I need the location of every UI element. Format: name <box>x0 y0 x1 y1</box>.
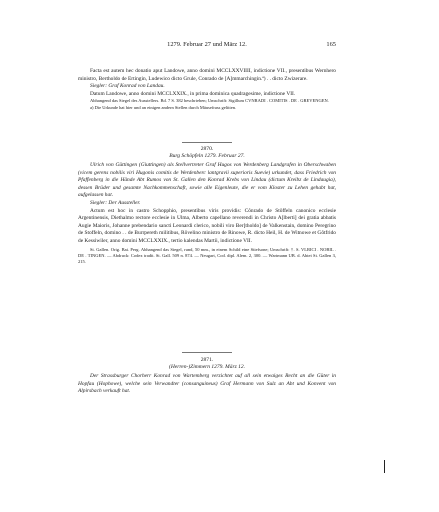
document-heading: (Herren-)Zimmern 1279. März 12. <box>168 364 246 370</box>
doc-2871 <box>78 357 336 396</box>
regest-summary: Der Strassburger Chorherr Konrad von Wartemberg verzichtet auf all sein etwaiges Recht an die Güter in Hopfau (Hophowe), welche sein Verwandter (consanguineus) Graf Hermann von Sulz an Abt und Konvent von Alpirsbach verkauft hat. <box>78 373 336 395</box>
page-number: 165 <box>326 41 336 48</box>
archival-note: St. Gallen. Orig. Bai. Perg. Abhangend das Siegel, rund, 50 mm., in einem Schild eine Stiefsone; Umschrift: †. S. VLRICI . NOBIL . DE . TINGEN. — Abdruck: Codex tradit. St. Gall. 509 n. 874. — Neugart, Cod. dipl. Alem. 2, 300. — Wartmann UB. d. Abtei St. Gallen 3, 215. <box>78 246 336 265</box>
running-head-title: 1279. Februar 27 und März 12. <box>167 41 247 48</box>
doc-2870 <box>78 146 336 266</box>
margin-mark <box>384 460 385 473</box>
sealer-line: Siegler: Der Aussteller. <box>90 199 141 206</box>
dating-clause: Datum Landowe, anno domini MCCLXXIX., in prima dominica quadragesime, indictione VII. <box>90 90 296 97</box>
document-number: 2870. <box>200 146 214 152</box>
footnote: a) Die Urkunde hat hier und an einigen andern Stellen durch Mäusefrass gelitten. <box>90 104 237 110</box>
document-body: Actum est hoc in castro Schopphio, presentibus viris providis: Cônrado de Stôffeln canonico ecclesie Argentinensis, Diethalmo rectore ecclesie in Ulma, Alberto capellano reverendi in Christo A[lberti] dei gratia abbatis Augie Maioris, Johanne prebendario sancti Leonardi clerico, nobili viro Ber[tholdo] de Valkenstain, domino Peregrino de Stoffeln, domino . . de Burrpereth militibus, Rôvelino ministro de Rinowe, R. dicto Heil, H. de Witnowe et Gôtfrido de Kessiwiler, anno domini MCCLXXIX., tertio kalendas Martii, indictione VII. <box>78 207 336 244</box>
separator-rule <box>182 352 232 353</box>
running-head <box>78 41 336 51</box>
archival-note: Abhangend das Siegel des Ausstellers. Bd. 7 S. 382 beschrieben; Umschrift: Sigillum CVNRADI . COMITIS . DE . GREVENGEN. <box>90 98 329 104</box>
document-heading: Burg Schöpfeln 1279. Februar 27. <box>169 153 245 159</box>
separator-rule <box>182 142 232 143</box>
document-number: 2871. <box>200 357 214 363</box>
doc-2869-tail <box>78 68 336 111</box>
sealer-line: Siegler: Graf Konrad von Landau. <box>90 83 165 90</box>
regest-summary: Ulrich von Güttingen (Giuttingen) als Stellvertreter Graf Hugos von Werdenberg Landgrafen in Oberschwaben (vicem gerens nobilis viri Hugonis comitis de Werdenberc lantgravii superioris Suevie) urkundet, dass Friedrich von Pfaffenberg in die Hände Abt Rumos von St. Gallen den Konrad Krebs von Lindau (dictum Kreibz de Lindaugia), dessen Brüder und gesamte Nachkommenschaft, sowie alle Eigenleute, die er vom Kloster zu Lehen gehabt hat, aufgelassen hat. <box>78 162 336 199</box>
closing-clause: Facta est autem hec donatio aput Landowe, anno domini MCCLXXVIIII, indictione VII., presentibus Wernhero ministro, Bertholdo de Ertingin, Ludewico dicto Grule, Conrado de [A]mmarchingin.ª) . . dicto Zwizerare. <box>78 68 336 82</box>
